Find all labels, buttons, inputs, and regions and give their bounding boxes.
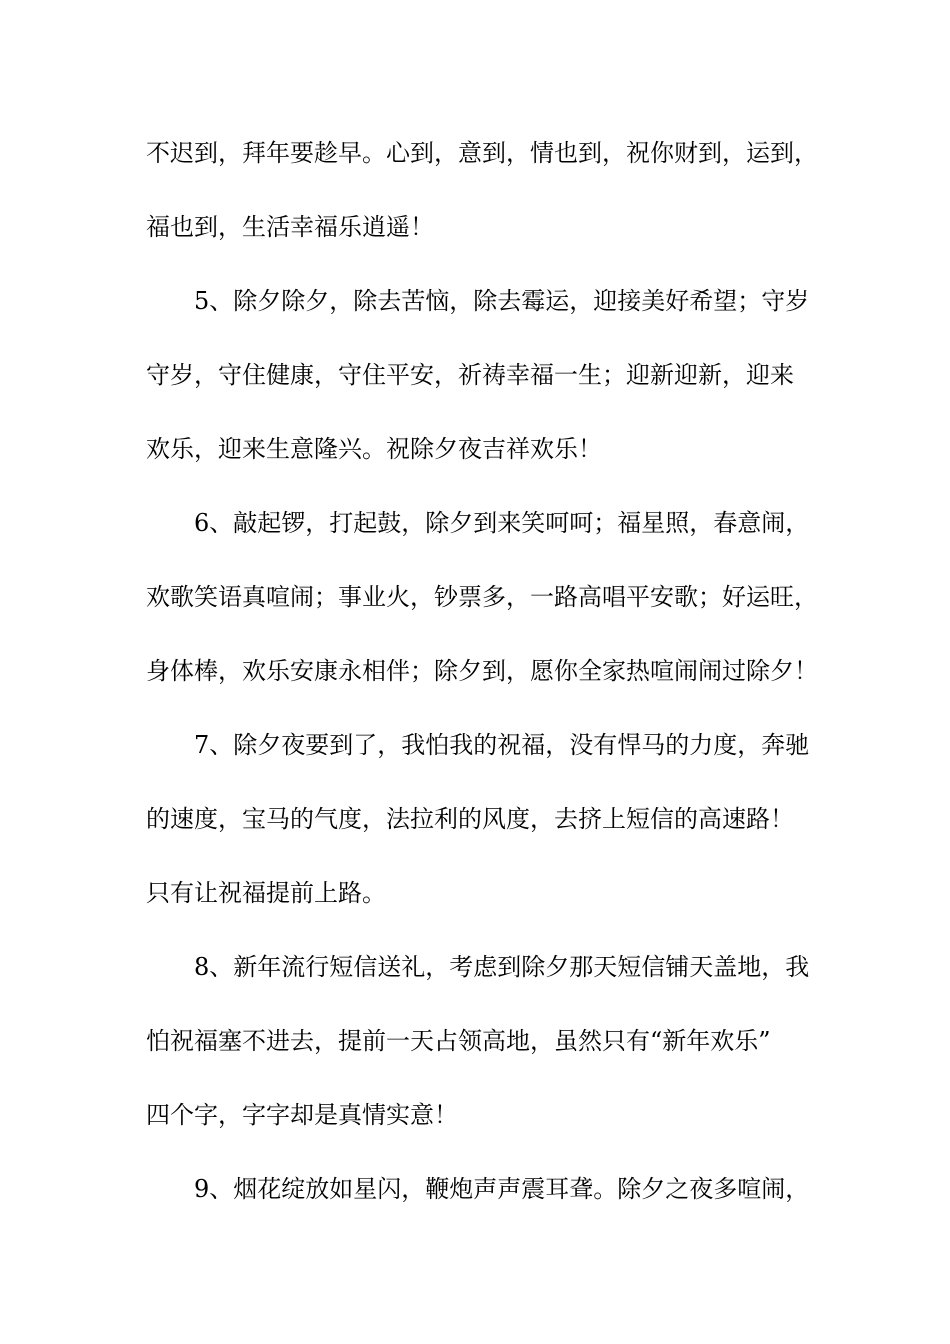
item-6-line-3: 身体棒，欢乐安康永相伴；除夕到，愿你全家热喧闹闹过除夕！ [146,657,818,685]
text-line-2: 福也到，生活幸福乐逍遥！ [146,213,434,241]
item-8-line-3: 四个字，字字却是真情实意！ [146,1101,458,1129]
item-6-line-2: 欢歌笑语真喧闹；事业火，钞票多，一路高唱平安歌；好运旺， [146,583,818,611]
item-7-line-3: 只有让祝福提前上路。 [146,879,386,907]
item-5-line-2: 守岁，守住健康，守住平安，祈祷幸福一生；迎新迎新，迎来 [146,361,794,389]
item-8-line-2: 怕祝福塞不进去，提前一天占领高地，虽然只有“新年欢乐” [146,1027,771,1055]
item-9-line-1: 9、烟花绽放如星闪，鞭炮声声震耳聋。除夕之夜多喧闹， [194,1175,810,1203]
item-8-line-1: 8、新年流行短信送礼，考虑到除夕那天短信铺天盖地，我 [194,953,810,981]
item-5-line-1: 5、除夕除夕，除去苦恼，除去霉运，迎接美好希望；守岁 [194,287,810,315]
item-5-line-3: 欢乐，迎来生意隆兴。祝除夕夜吉祥欢乐！ [146,435,602,463]
item-7-line-2: 的速度，宝马的气度，法拉利的风度，去挤上短信的高速路！ [146,805,794,833]
text-line-1: 不迟到，拜年要趁早。心到，意到，情也到，祝你财到，运到， [146,139,818,167]
item-7-line-1: 7、除夕夜要到了，我怕我的祝福，没有悍马的力度，奔驰 [194,731,810,759]
item-6-line-1: 6、敲起锣，打起鼓，除夕到来笑呵呵；福星照，春意闹， [194,509,810,537]
